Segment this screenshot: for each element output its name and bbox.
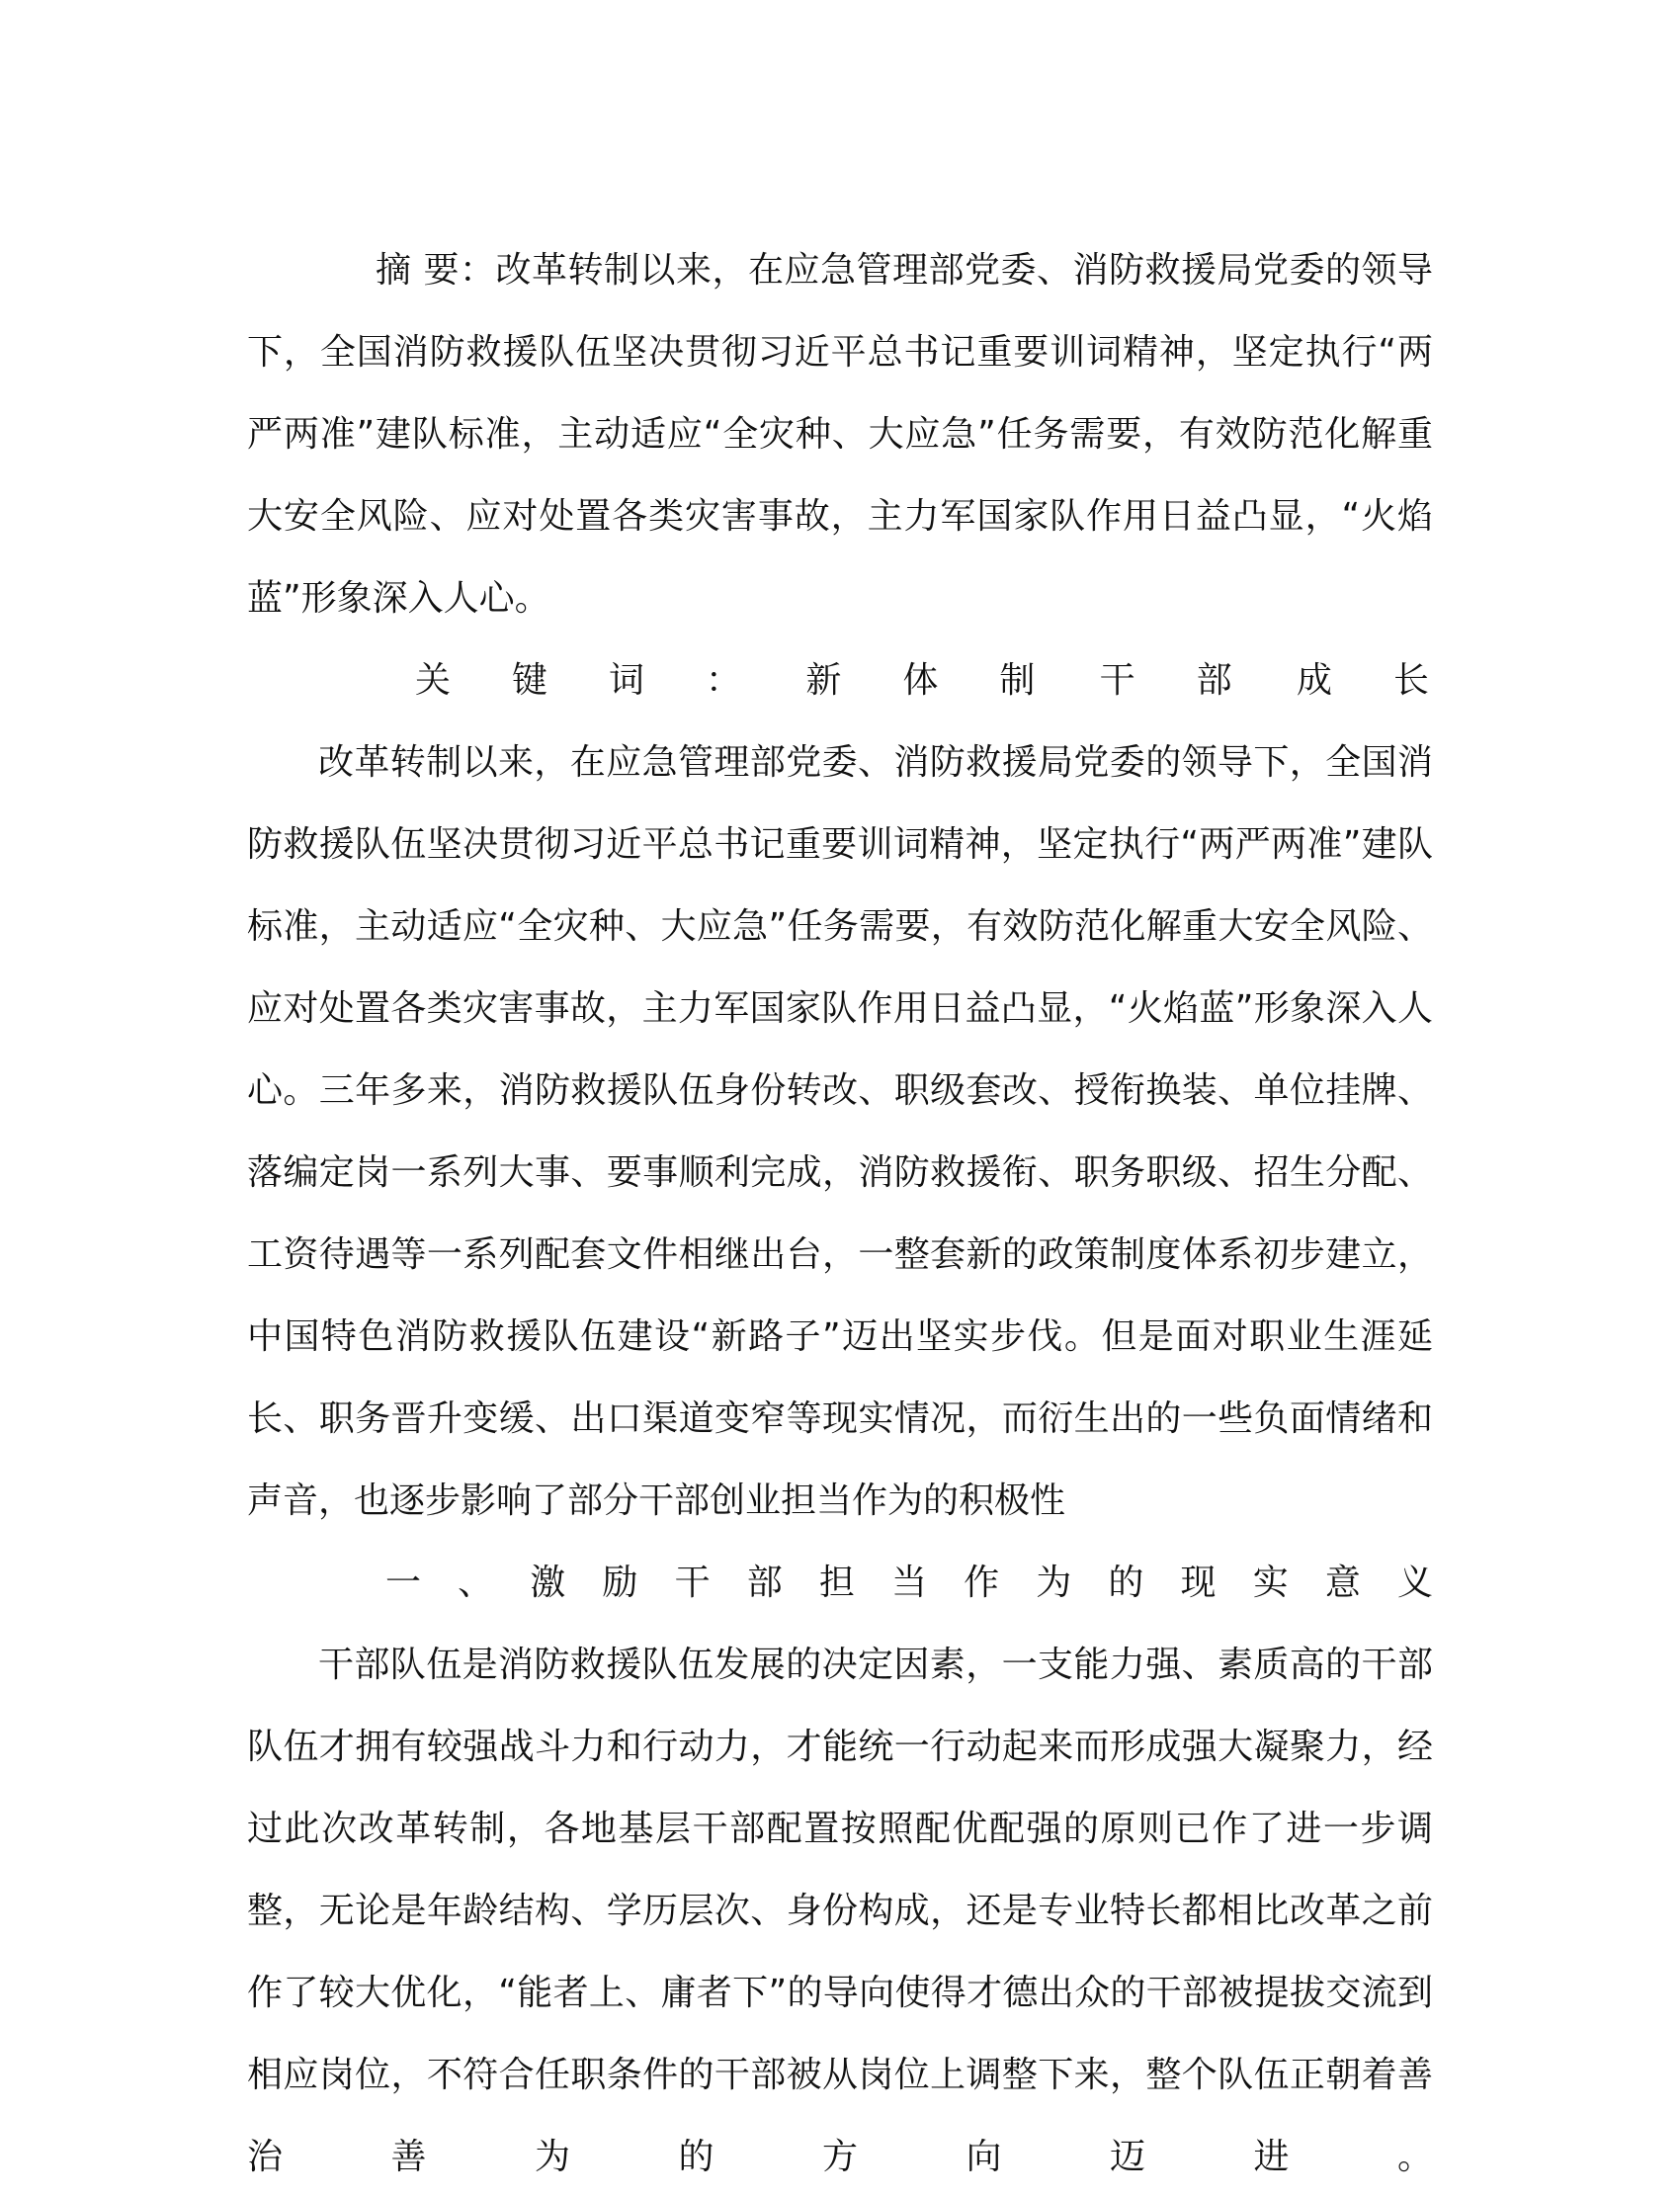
keyword-item: 干 部 xyxy=(1099,660,1257,701)
keyword-item: 成 长 xyxy=(1296,660,1433,701)
intro-paragraph: 改革转制以来，在应急管理部党委、消防救援局党委的领导下，全国消防救援队伍坚决贯彻习近平总书记重要训词精神，坚定执行“两严两准”建队标准，主动适应“全灾种、大应急”任务需要，有效防范化解重大安全风险、应对处置各类灾害事故，主力军国家队作用日益凸显，“火焰蓝”形象深入人心。三年多来，消防救援队伍身份转改、职级套改、授衔换装、单位挂牌、落编定岗一系列大事、要事顺利完成，消防救援衔、职务职级、招生分配、工资待遇等一系列配套文件相继出台，一整套新的政策制度体系初步建立，中国特色消防救援队伍建设“新路子”迈出坚实步伐。但是面对职业生涯延长、职务晋升变缓、出口渠道变窄等现实情况，而衍生出的一些负面情绪和声音，也逐步影响了部分干部创业担当作为的积极性 xyxy=(247,742,1433,1521)
keywords-line xyxy=(247,639,1433,721)
document-body xyxy=(247,229,1433,2198)
keyword-item: 新 体 制 xyxy=(805,660,1060,701)
keywords-label: 关 键 词 ： xyxy=(415,660,767,701)
section-heading: 一、激励干部担当作为的现实意义 xyxy=(385,1563,1433,1603)
section-paragraph: 干部队伍是消防救援队伍发展的决定因素，一支能力强、素质高的干部队伍才拥有较强战斗力和行动力，才能统一行动起来而形成强大凝聚力，经过此次改革转制，各地基层干部配置按照配优配强的原则已作了进一步调整，无论是年龄结构、学历层次、身份构成，还是专业特长都相比改革之前作了较大优化，“能者上、庸者下”的导向使得才德出众的干部被提拔交流到相应岗位，不符合任职条件的干部被从岗位上调整下来，整个队伍正朝着善治善为的方向迈进。 xyxy=(247,1645,1433,2177)
abstract-text: 改革转制以来，在应急管理部党委、消防救援局党委的领导下，全国消防救援队伍坚决贯彻习近平总书记重要训词精神，坚定执行“两严两准”建队标准，主动适应“全灾种、大应急”任务需要，有效防范化解重大安全风险、应对处置各类灾害事故，主力军国家队作用日益凸显，“火焰蓝”形象深入人心。 xyxy=(247,250,1433,619)
abstract-paragraph xyxy=(247,229,1433,639)
abstract-label: 摘 要： xyxy=(376,250,496,291)
